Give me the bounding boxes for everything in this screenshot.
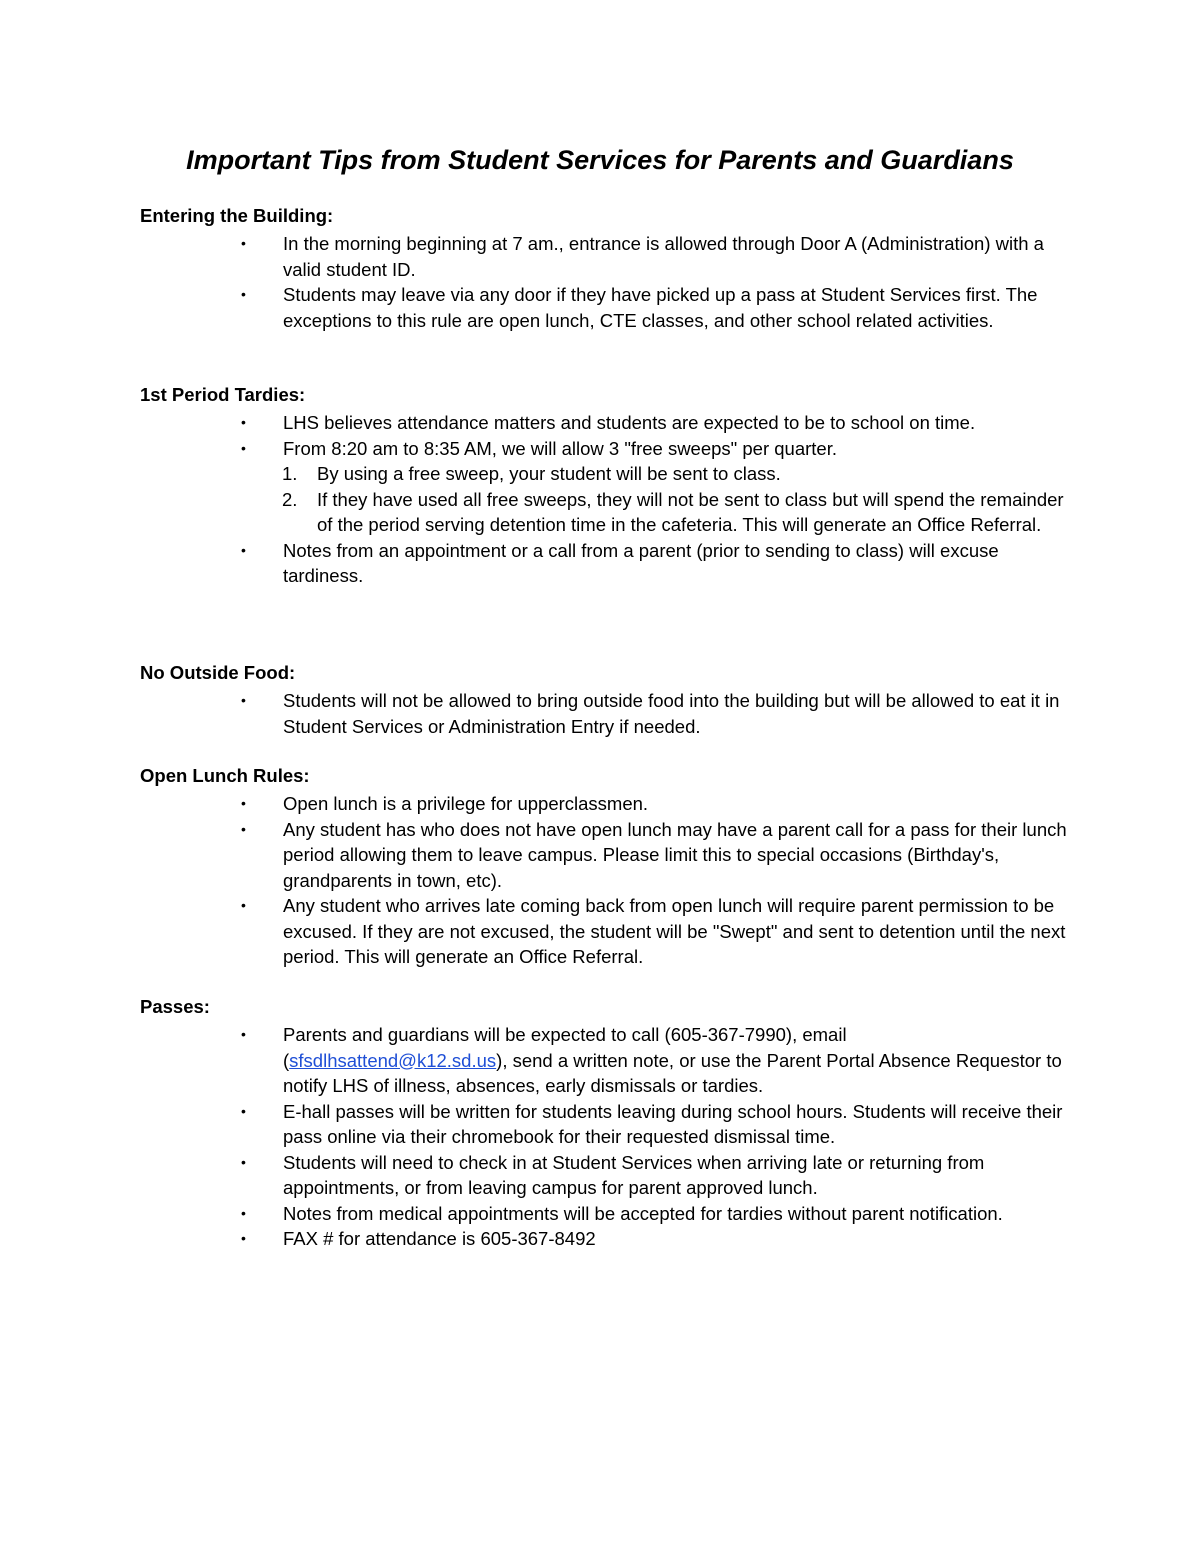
bullet-icon: • xyxy=(241,795,246,811)
list-item-text: In the morning beginning at 7 am., entrance is allowed through Door A (Administration) with a valid student ID. xyxy=(283,233,1044,280)
bullet-icon: • xyxy=(241,1153,246,1170)
bullet-icon: • xyxy=(241,286,246,302)
list-item-text: Notes from medical appointments will be accepted for tardies without parent notification. xyxy=(283,1202,1003,1224)
bullet-list xyxy=(140,410,1070,461)
bullet-list xyxy=(140,688,1070,739)
bullet-icon: • xyxy=(241,541,246,558)
list-item xyxy=(140,231,1070,282)
bullet-icon: • xyxy=(241,1230,246,1246)
section-heading: Entering the Building: xyxy=(140,205,334,226)
bullet-list xyxy=(140,538,1070,589)
section-outside-food xyxy=(140,660,1070,739)
attendance-email-link[interactable]: sfsdlhsattend@k12.sd.us xyxy=(289,1049,497,1071)
list-item-text: Students will need to check in at Student Services when arriving late or returning from appointments, or from leaving campus for parent approved lunch. xyxy=(283,1151,985,1198)
section-heading: No Outside Food: xyxy=(140,662,296,683)
list-item-text: Notes from an appointment or a call from a parent (prior to sending to class) will excuse tardiness. xyxy=(283,539,999,586)
list-item xyxy=(140,817,1070,894)
list-item-text: Students will not be allowed to bring outside food into the building but will be allowed to eat it in Student Services or Administration Entry if needed. xyxy=(283,690,1060,737)
list-item-text: Any student has who does not have open lunch may have a parent call for a pass for their lunch period allowing them to leave campus. Please limit this to special occasions (Birthday's, grandparents in town, etc). xyxy=(283,818,1067,891)
list-item-text-after: ), send a written note, or use the Parent Portal Absence Requestor to notify LHS of illness, absences, early dismissals or tardies. xyxy=(283,1049,1062,1096)
list-item xyxy=(140,436,1070,462)
list-item xyxy=(140,1150,1070,1201)
list-item-text-before: Parents and guardians will be expected to call (605-367-7990), email ( xyxy=(283,1024,847,1071)
section-tardies xyxy=(140,382,1070,589)
list-item-text: From 8:20 am to 8:35 AM, we will allow 3 "free sweeps" per quarter. xyxy=(283,437,837,459)
list-item xyxy=(140,1201,1070,1227)
list-item xyxy=(140,893,1070,970)
numbered-item-text: By using a free sweep, your student will be sent to class. xyxy=(317,463,781,484)
section-entering-building xyxy=(140,203,1070,333)
list-item xyxy=(140,1099,1070,1150)
bullet-list xyxy=(140,231,1070,333)
bullet-icon: • xyxy=(241,692,246,708)
list-item xyxy=(140,1022,1070,1099)
section-heading: Passes: xyxy=(140,996,210,1017)
list-item-text: LHS believes attendance matters and students are expected to be to school on time. xyxy=(283,412,976,433)
bullet-icon: • xyxy=(241,897,246,913)
bullet-icon: • xyxy=(241,820,246,837)
list-item xyxy=(140,688,1070,739)
page-title: Important Tips from Student Services for Parents and Guardians xyxy=(186,145,1014,175)
numbered-item xyxy=(140,487,1070,538)
bullet-icon: • xyxy=(241,1026,246,1042)
bullet-icon: • xyxy=(241,439,246,456)
section-passes xyxy=(140,994,1070,1252)
list-item-text: Open lunch is a privilege for upperclassmen. xyxy=(283,793,649,814)
list-item xyxy=(140,282,1070,333)
list-item xyxy=(140,791,1070,817)
section-heading: Open Lunch Rules: xyxy=(140,765,310,786)
numbered-item-text: If they have used all free sweeps, they will not be sent to class but will spend the remainder of the period serving detention time in the cafeteria. This will generate an Office Referral. xyxy=(317,488,1064,535)
list-item xyxy=(140,1226,1070,1252)
list-item-text: FAX # for attendance is 605-367-8492 xyxy=(283,1228,596,1249)
item-number: 1. xyxy=(282,463,298,484)
list-item-text: Students may leave via any door if they have picked up a pass at Student Services first. The exceptions to this rule are open lunch, CTE classes, and other school related activities. xyxy=(283,284,1038,331)
bullet-icon: • xyxy=(241,1204,246,1221)
list-item-text: Any student who arrives late coming back from open lunch will require parent permission to be excused. If they are not excused, the student will be "Swept" and sent to detention until the next period. This will generate an Office Referral. xyxy=(283,895,1066,967)
numbered-list xyxy=(140,461,1070,538)
numbered-item xyxy=(140,461,1070,487)
bullet-icon: • xyxy=(241,1102,246,1119)
list-item xyxy=(140,538,1070,589)
bullet-list xyxy=(140,791,1070,970)
bullet-icon: • xyxy=(241,235,246,251)
bullet-list xyxy=(140,1022,1070,1252)
section-heading: 1st Period Tardies: xyxy=(140,384,306,405)
item-number: 2. xyxy=(282,488,298,510)
list-item xyxy=(140,410,1070,436)
list-item-text: E-hall passes will be written for students leaving during school hours. Students will receive their pass online via their chromebook for their requested dismissal time. xyxy=(283,1100,1063,1147)
bullet-icon: • xyxy=(241,414,246,430)
section-open-lunch xyxy=(140,763,1070,970)
